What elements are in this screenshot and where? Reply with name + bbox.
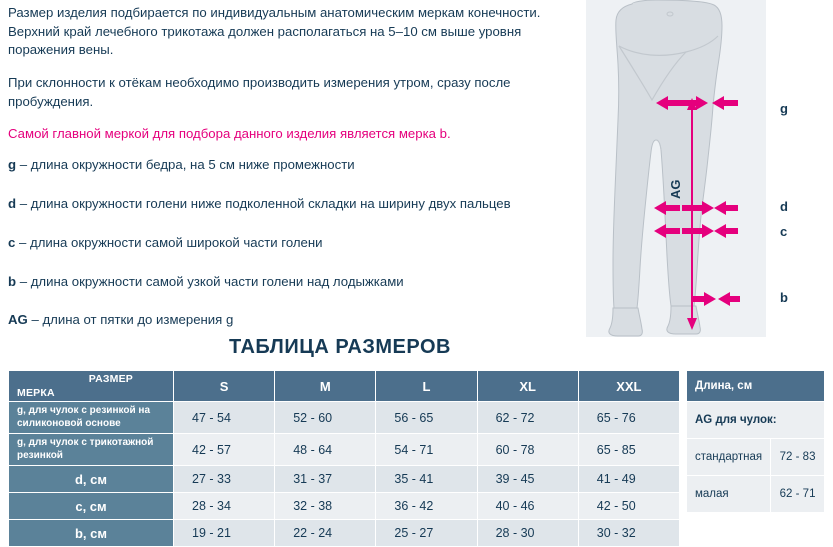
cell-g-knit-xl: 60 - 78 [477,434,578,466]
cell-g-silicone-m: 52 - 60 [275,402,376,434]
table-row [9,434,680,466]
intro-paragraph-1: Размер изделия подбирается по индивидуальным анатомическим меркам конечности. Верхний край лечебного трикотажа должен располагаться на 5–10 см выше уровня поражения вены. [8,5,541,58]
cell-b-xl: 28 - 30 [477,520,578,547]
cell-g-knit-s: 42 - 57 [174,434,275,466]
measurement-text-c: – длина окружности самой широкой части голени [15,234,323,250]
length-row-value-standard: 72 - 83 [771,439,825,476]
cell-c-m: 32 - 38 [275,493,376,520]
measurement-line-c [8,234,578,253]
page-title: ТАБЛИЦА РАЗМЕРОВ [229,336,451,358]
label-ag: AG [668,179,683,199]
measurement-line-ag [8,311,578,330]
row-label-c: c, см [9,493,174,520]
intro-paragraph-2: При склонности к отёкам необходимо производить измерения утром, сразу после пробуждения. [8,75,511,109]
length-row-name-small: малая [687,476,771,513]
row-label-g-silicone: g, для чулок с резинкой на силиконовой основе [9,402,174,434]
cell-c-xxl: 42 - 50 [578,493,679,520]
table-row [687,476,825,513]
cell-g-silicone-s: 47 - 54 [174,402,275,434]
cell-g-silicone-l: 56 - 65 [376,402,477,434]
intro-text-block [8,4,578,350]
column-header-xxl: XXL [578,371,679,402]
table-row [9,402,680,434]
cell-d-xl: 39 - 45 [477,466,578,493]
cell-b-s: 19 - 21 [174,520,275,547]
measurement-key-b: b [8,273,17,289]
measurement-text-d: – длина окружности голени ниже подколенной складки на ширину двух пальцев [16,196,511,212]
table-corner-cell [9,371,174,402]
column-header-xl: XL [477,371,578,402]
label-c: c [780,224,788,239]
cell-b-m: 22 - 24 [275,520,376,547]
measurement-line-g [8,156,578,175]
cell-c-xl: 40 - 46 [477,493,578,520]
measurement-line-d [8,195,578,214]
measurement-key-g: g [8,157,17,173]
cell-d-l: 35 - 41 [376,466,477,493]
cell-c-s: 28 - 34 [174,493,275,520]
cell-d-xxl: 41 - 49 [578,466,679,493]
length-table-header-row [687,371,825,402]
label-d: d [780,199,788,214]
cell-g-silicone-xl: 62 - 72 [477,402,578,434]
table-row [687,439,825,476]
measurement-key-c: c [8,234,16,250]
column-header-l: L [376,371,477,402]
label-g: g [780,101,788,116]
row-label-d: d, см [9,466,174,493]
cell-c-l: 36 - 42 [376,493,477,520]
table-row [9,493,680,520]
size-table [8,370,680,547]
cell-b-l: 25 - 27 [376,520,477,547]
table-header-row [9,371,680,402]
cell-g-knit-l: 54 - 71 [376,434,477,466]
length-table-subtitle-row [687,402,825,439]
cell-d-s: 27 - 33 [174,466,275,493]
leg-figure-graphic [586,0,833,337]
measurement-key-d: d [8,196,17,212]
leg-illustration [586,0,833,337]
corner-label-measure: МЕРКА [17,387,55,399]
row-label-b: b, см [9,520,174,547]
measurement-text-g: – длина окружности бедра, на 5 см ниже промежности [16,157,355,173]
measurement-line-b [8,273,578,292]
column-header-s: S [174,371,275,402]
length-row-name-standard: стандартная [687,439,771,476]
length-table-header: Длина, см [687,371,825,402]
label-b: b [780,290,788,305]
table-row [9,466,680,493]
cell-g-knit-xxl: 65 - 85 [578,434,679,466]
column-header-m: M [275,371,376,402]
length-table-subtitle: AG для чулок: [687,402,825,439]
length-row-value-small: 62 - 71 [771,476,825,513]
measurement-text-b: – длина окружности самой узкой части голени над лодыжками [16,273,404,289]
measurement-text-ag: – длина от пятки до измерения g [27,312,234,328]
cell-g-silicone-xxl: 65 - 76 [578,402,679,434]
intro-highlight: Самой главной меркой для подбора данного изделия является мерка b. [8,125,451,141]
cell-b-xxl: 30 - 32 [578,520,679,547]
measurement-key-ag: AG [8,312,28,328]
length-table [686,370,825,513]
cell-d-m: 31 - 37 [275,466,376,493]
table-row [9,520,680,547]
row-label-g-knit: g, для чулок с трикотажной резинкой [9,434,174,466]
cell-g-knit-m: 48 - 64 [275,434,376,466]
corner-label-size: РАЗМЕР [88,373,133,385]
